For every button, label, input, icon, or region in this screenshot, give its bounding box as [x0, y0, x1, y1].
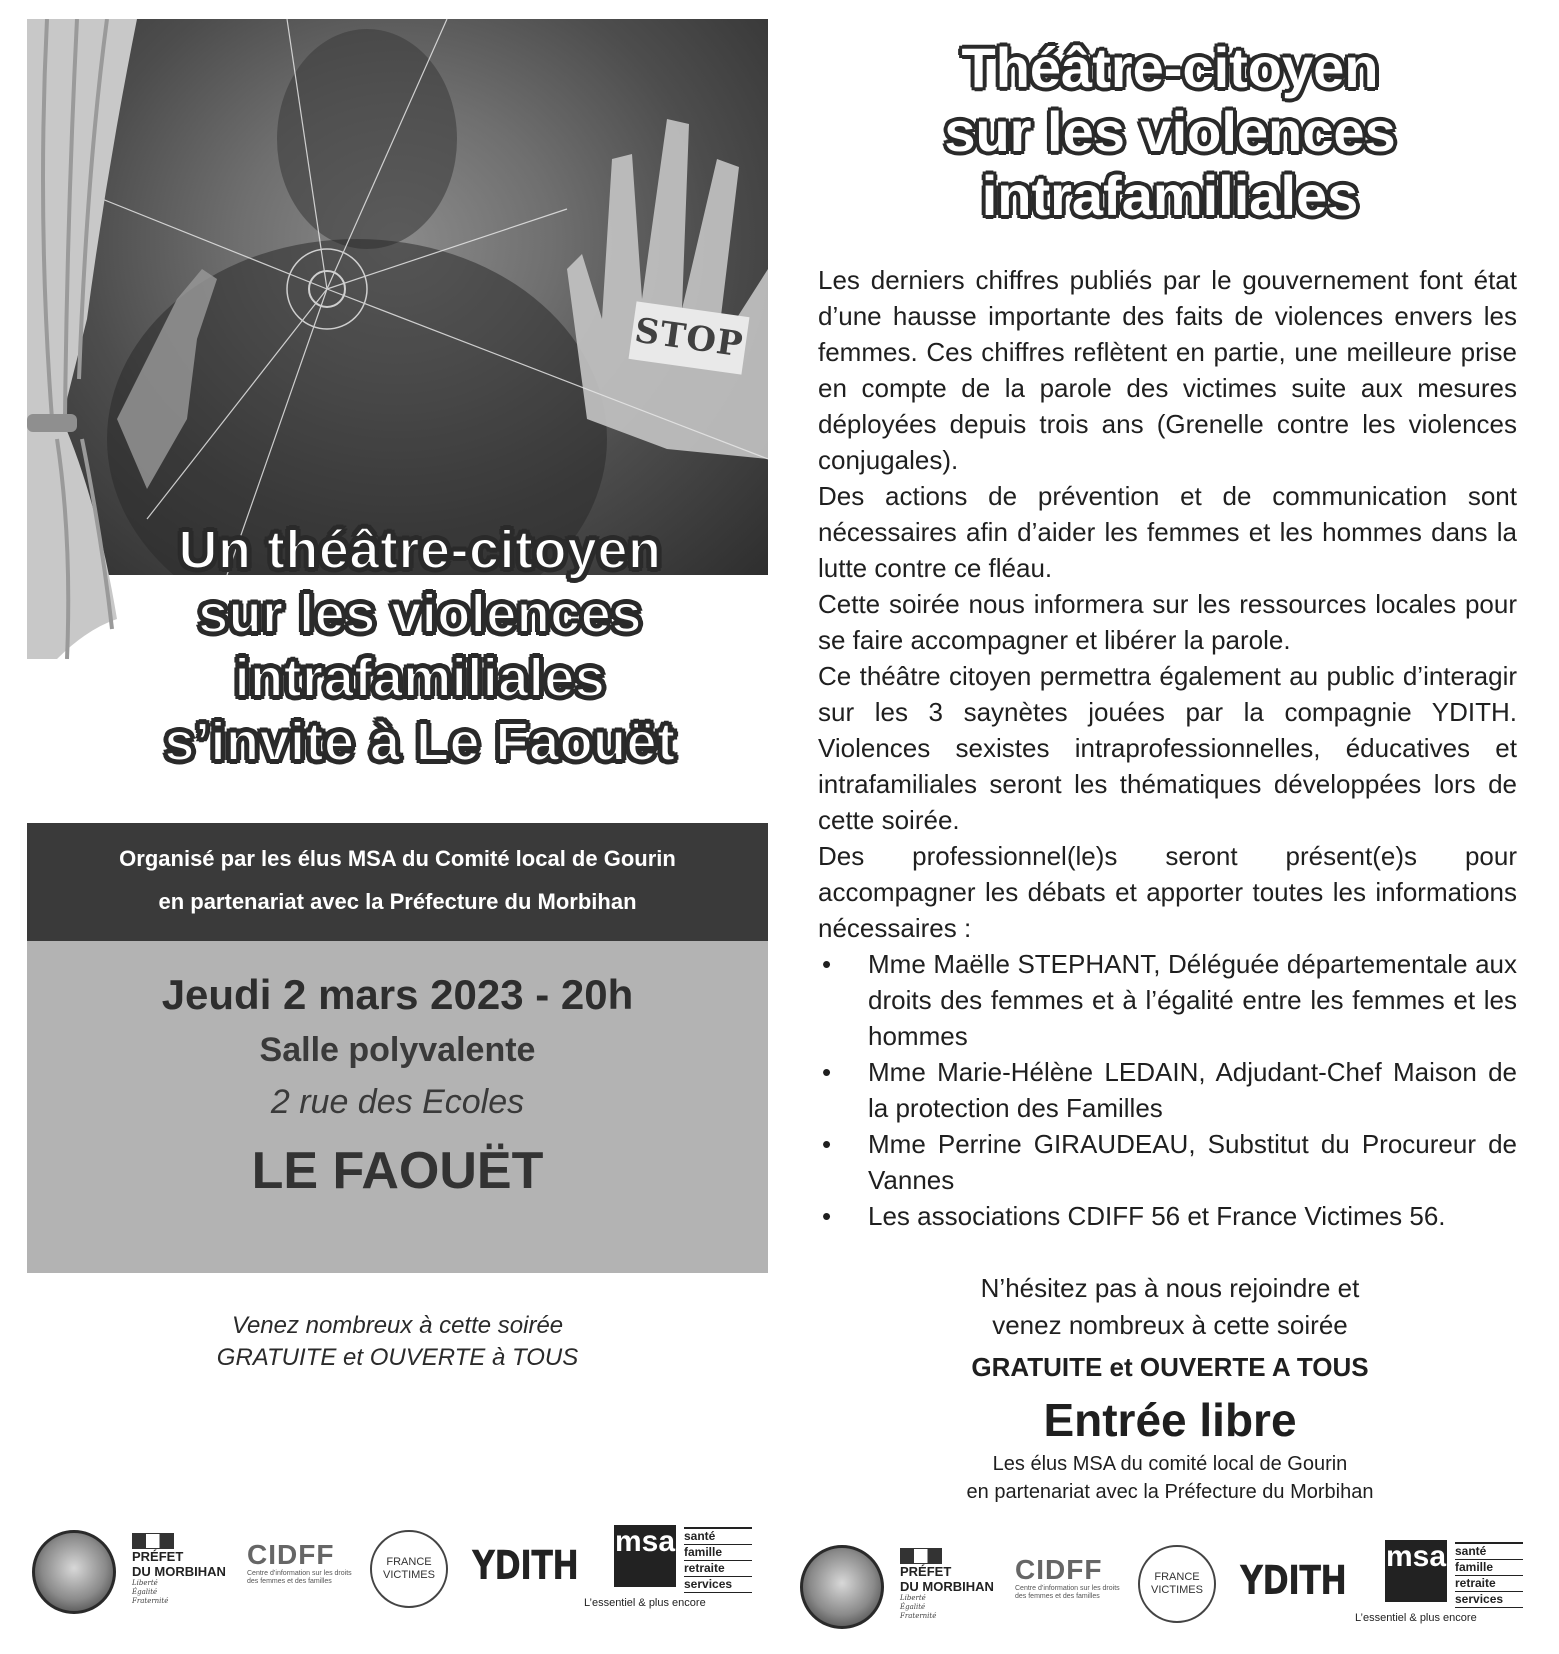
invite-line: Venez nombreux à cette soirée [231, 1312, 564, 1339]
marianne-flag-icon [900, 1548, 942, 1564]
cta-line: N’hésitez pas à nous rejoindre et [980, 1273, 1360, 1303]
fv-line: FRANCE [1154, 1571, 1200, 1583]
cta-free-open: GRATUITE et OUVERTE A TOUS [971, 1352, 1369, 1382]
speaker-item: • Mme Perrine GIRAUDEAU, Substitut du Procureur de Vannes [818, 1126, 1517, 1198]
msa-word: services [684, 1577, 752, 1593]
organizer-line: en partenariat avec la Préfecture du Morbihan [158, 889, 637, 914]
msa-words [1455, 1542, 1523, 1608]
article-paragraph: Des professionnel(le)s seront présent(e)s pour accompagner les débats et apporter toutes les informations nécessaires : [818, 841, 1517, 943]
article-title-line: intrafamiliales [981, 164, 1359, 227]
msa-words [684, 1527, 752, 1593]
poster-title-line: Un théâtre-citoyen [178, 520, 662, 580]
poster-title-line: sur les violences [198, 584, 642, 644]
event-town: LE FAOUËT [251, 1142, 544, 1200]
msa-word: services [1455, 1592, 1523, 1608]
poster-title-line: s’invite à Le Faouët [164, 712, 676, 772]
msa-word: famille [1455, 1560, 1523, 1576]
partner-logos-right [800, 1540, 1530, 1650]
msa-word: famille [684, 1545, 752, 1561]
msa-word: retraite [684, 1561, 752, 1577]
poster-title-line: intrafamiliales [234, 648, 606, 708]
cta-organizer-line: Les élus MSA du comité local de Gourin [992, 1453, 1348, 1475]
cidff-logo [1015, 1555, 1125, 1601]
msa-tagline: L’essentiel & plus encore [584, 1597, 706, 1609]
prefet-motto: Égalité [900, 1603, 926, 1611]
prefet-line: DU MORBIHAN [132, 1564, 226, 1579]
prefet-logo [900, 1548, 994, 1621]
cidff-subtitle: Centre d’information sur les droits des femmes et des familles [1015, 1585, 1120, 1600]
speaker-item: • Les associations CDIFF 56 et France Victimes 56. [818, 1198, 1517, 1234]
speaker-item: • Mme Maëlle STEPHANT, Déléguée départementale aux droits des femmes et à l’égalité entre les femmes et les hommes [818, 946, 1517, 1054]
article-title-line: sur les violences [944, 100, 1396, 163]
article-paragraph: Cette soirée nous informera sur les ressources locales pour se faire accompagner et libérer la parole. [818, 589, 1517, 655]
partner-logos-left [32, 1525, 762, 1635]
prefet-motto: Fraternité [900, 1612, 937, 1620]
prefet-logo [132, 1533, 226, 1606]
poster-invite [27, 1310, 768, 1374]
cidff-logo [247, 1540, 357, 1586]
comite-local-logo [32, 1530, 116, 1614]
comite-local-logo [800, 1545, 884, 1629]
ydith-logo: YDITH [1240, 1558, 1347, 1604]
prefet-motto: Égalité [132, 1588, 158, 1596]
event-date: Jeudi 2 mars 2023 - 20h [161, 971, 634, 1018]
prefet-line: PRÉFET [132, 1549, 184, 1564]
call-to-action [800, 1270, 1540, 1506]
stop-tag: STOP [629, 301, 750, 374]
france-victimes-logo [1138, 1545, 1216, 1623]
speaker-item: • Mme Marie-Hélène LEDAIN, Adjudant-Chef Maison de la protection des Familles [818, 1054, 1517, 1126]
cidff-subtitle: Centre d’information sur les droits des femmes et des familles [247, 1570, 352, 1585]
event-details-box [27, 941, 768, 1273]
organizer-band [27, 823, 768, 941]
prefet-motto: Liberté [132, 1579, 158, 1587]
poster-title [60, 518, 780, 774]
article-paragraph: Des actions de prévention et de communication sont nécessaires afin d’aider les femmes et les hommes dans la lutte contre ce fléau. [818, 481, 1517, 583]
msa-word: santé [684, 1529, 752, 1545]
prefet-motto: Liberté [900, 1594, 926, 1602]
event-address: 2 rue des Ecoles [270, 1083, 525, 1121]
cta-line: venez nombreux à cette soirée [992, 1310, 1348, 1340]
msa-word: santé [1455, 1544, 1523, 1560]
speaker-list [818, 946, 1517, 1234]
ydith-logo: YDITH [472, 1543, 579, 1589]
cidff-name: CIDFF [1015, 1554, 1103, 1585]
article-title [800, 36, 1540, 228]
article-paragraph: Les derniers chiffres publiés par le gouvernement font état d’une hausse importante des faits de violences envers les femmes. Ces chiffres reflètent en partie, une meilleure prise en compte de la parole des victimes suite aux mesures déployées depuis trois ans (Grenelle contre les violences conjugales). [818, 265, 1517, 475]
event-venue: Salle polyvalente [259, 1031, 536, 1069]
article-body [818, 262, 1517, 1234]
marianne-flag-icon [132, 1533, 174, 1549]
cta-organizer-line: en partenariat avec la Préfecture du Morbihan [966, 1481, 1374, 1503]
cta-entry-free: Entrée libre [1043, 1394, 1297, 1446]
cidff-name: CIDFF [247, 1539, 335, 1570]
fv-line: FRANCE [386, 1556, 432, 1568]
organizer-line: Organisé par les élus MSA du Comité local de Gourin [119, 846, 676, 871]
fv-line: VICTIMES [383, 1569, 435, 1581]
msa-mark: msa [614, 1525, 676, 1587]
article-paragraph: Ce théâtre citoyen permettra également au public d’interagir sur les 3 saynètes jouées par la compagnie YDITH. Violences sexistes intraprofessionnelles, éducatives et intrafamiliales seront les thématiques développées lors de cette soirée. [818, 661, 1517, 835]
msa-mark: msa [1385, 1540, 1447, 1602]
fv-line: VICTIMES [1151, 1584, 1203, 1596]
prefet-line: PRÉFET [900, 1564, 952, 1579]
invite-line: GRATUITE et OUVERTE à TOUS [216, 1344, 579, 1371]
france-victimes-logo [370, 1530, 448, 1608]
prefet-motto: Fraternité [132, 1597, 169, 1605]
prefet-line: DU MORBIHAN [900, 1579, 994, 1594]
msa-tagline: L’essentiel & plus encore [1355, 1612, 1477, 1624]
msa-word: retraite [1455, 1576, 1523, 1592]
article-title-line: Théâtre-citoyen [961, 36, 1379, 99]
